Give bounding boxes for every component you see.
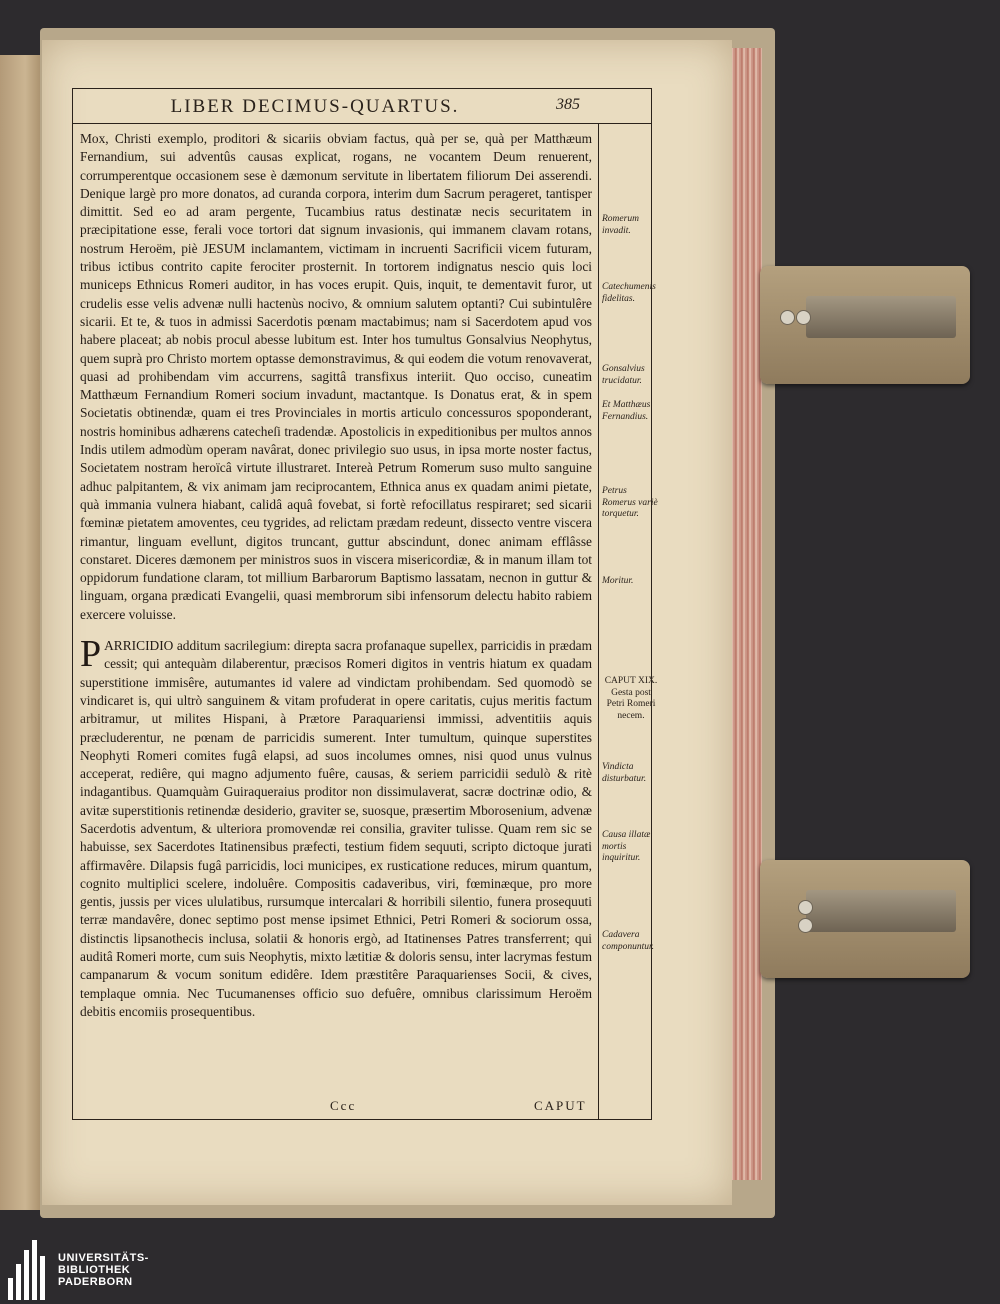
margin-note: Catechumenis fidelitas. <box>602 282 656 304</box>
upper-clasp <box>760 266 970 384</box>
margin-note: Et Matthæus Fernandius. <box>602 400 651 422</box>
library-logo-icon <box>8 1240 52 1300</box>
margin-rule <box>598 124 599 1119</box>
body-text <box>80 130 592 1021</box>
logo-line: PADERBORN <box>58 1276 133 1288</box>
margin-note: Moritur. <box>602 576 634 586</box>
margin-note: Causa illatæ mortis inquiritur. <box>602 830 651 863</box>
margin-note: Romerum invadit. <box>602 214 639 236</box>
page-number: 385 <box>556 96 580 113</box>
left-page-edge <box>0 55 42 1210</box>
clasp-rivet <box>780 310 795 325</box>
chapter-heading-note: CAPUT XIX. Gesta post Petri Romeri necem. <box>604 676 658 721</box>
margin-note: Petrus Romerus variè torquetur. <box>602 486 658 519</box>
paragraph-2-text: ARRICIDIO additum sacrilegium: direpta sacra profanaque supellex, parricidis in prædam cessit; qui antequàm dilaberentur, præcisos Romeri digitos in ventris hiatum ex quadam superstitione immisêre, autumantes id valere ad vindictam prohibendam. Sed quomodò se vindicaret is, qui ultrò sanguinem & vitam profuderat in opere caritatis, cujus meritis factum arbitramur, ut milites Hispani, à Prætore Paraquariensi immissi, adventitiis aquis præcluderentur, ne pœnam de parricidis sumerent. Inter tumultum, quinque superstites Neophyti Romeri comites fugâ elapsi, ad suos incolumes omnes, nisi quod unus vulnus acceperat, rediêre, qui magno adjumento fuêre, causas, & seriem parricidii sedulò & ritè indagantibus. Quamquàm Guiraqueraius proditor non dissimulaverat, sacræ doctrinæ odio, & avitæ superstitionis retinendæ desiderio, graviter se, suosque, præsertim Mborosenium, advenæ Sacerdotis adventum, & ulteriora promovendæ rei consilia, graviter tulisse. Quam rem sic se habuisse, sex Sacerdotes Itatinensibus præfecti, testium fidem sequuti, scripto dictoque jurati affirmavêre. Dilapsis fugâ parricidis, loci municipes, ex rusticatione reduces, mirum quantum, cognito multiplici scelere, indoluêre. Compositis cadaveribus, viri, fœminæque, pro more gentis, jussis per vices ululatibus, rursumque intercalari & horribili silentio, funera prosequuti terræ mandavêre, donec septimo post mense ipsimet Ethnici, Petri Romeri & sociorum ossa, distinctis lipsanothecis inclusa, solatii & honoris ergò, ad Itatinenses Patres transferrent; qui auditâ Romeri morte, cum suis Neophytis, mixto lætitiæ & doloris sensu, inter lacrymas festum campanarum & vocum sonitum edidêre. Idem præstitêre Paraquarienses Socii, & cives, templaque omnia. Nec Tucumanenses officio suo defuêre, omnibus clarissimum Heroëm debitis encomiis prosequentibus. <box>80 638 592 1019</box>
library-logo-text <box>58 1252 149 1288</box>
drop-capital: P <box>80 633 102 676</box>
logo-line: UNIVERSITÄTS- <box>58 1252 149 1264</box>
clasp-rivet <box>798 900 813 915</box>
logo-line: BIBLIOTHEK <box>58 1264 131 1276</box>
clasp-plate <box>806 296 956 338</box>
clasp-plate <box>806 890 956 932</box>
clasp-rivet <box>798 918 813 933</box>
running-title: LIBER DECIMUS-QUARTUS. <box>170 96 460 117</box>
clasp-rivet <box>796 310 811 325</box>
margin-note: Cadavera componuntur. <box>602 930 654 952</box>
margin-note: Vindicta disturbatur. <box>602 762 647 784</box>
catchword: CAPUT <box>534 1098 587 1113</box>
library-logo <box>8 1240 149 1300</box>
margin-note: Gonsalvius trucidatur. <box>602 364 645 386</box>
header-rule <box>73 123 651 124</box>
paragraph-1: Mox, Christi exemplo, proditori & sicariis obviam factus, quà per se, quà per Matthæum Fernandium, sui adventûs causas explicat, rogans, ne vocantem Deum renuerent, corrumperentque occasionem sese è dæmonum servitute in libertatem filiorum Dei asserendi. Denique largè pro more donatos, ad curanda corpora, interim dum Sacrum perageret, tantisper dimittit. Sed eo ad aram pergente, Tucambius ratus destinatæ necis securitatem in præcipitatione esse, ferali voce tortori dat signum invasionis, qui immanem clavam rotans, nostrum Heroëm, piè JESUM inclamantem, victimam in incruenti Sacrificii vicem futuram, tribus ictibus contrito capite ferociter prosternit. In tortorem indignatus nescio quis loci municeps Ethnicus Romeri auditor, in has voces erupit. Quis, inquit, te dementavit furor, ut crudelis esse velis advenæ nulli hactenùs nocivo, & omnium salutem optanti? Cui subintulêre sicarii. Et te, & tuos in admissi Sacerdotis pœnam mactabimus; nam si Sacerdotem apud vos habere placeat; ab nobis procul abesse lubitum est. Inter hos tumultus Gonsalvius Neophytus, quem suprà pro Christo mortem optasse demonstravimus, & qui eodem die votum renovaverat, quasi ad prohibendam vim accurrens, sagittâ transfixus interiit. Quo occiso, cuneatim Matthæum Fernandium Romeri socium invadunt, mactantque. Is Donatus erat, & in spem Societatis obtinendæ, quam ei tres Provinciales in mortis articulo concessuros spoponderant, nostris hominibus adhærens catecheſi tradendæ. Apostolicis in expeditionibus per multos annos Indis utilem admodùm operam navârat, donec privilegio suo usus, in ipsa morte noster factus, Societatem nostram heroïcâ virtute illustraret. Intereà Petrum Romerum suso multo sanguine adhuc palpitantem, & vix animam jam reciprocantem, Ethnica anus ex quadam animi pietate, quà immania vulnera hiabant, calidâ aquâ fovebat, si fortè refocillatus respiraret; sed sicarii fœminæ pietatem amoventes, ceu tygrides, ad relictam prædam redeunt, dissecto ventre viscera rimantur, linguam evellunt, digitos truncant, guttur abscindunt, donec animam efflâsse constaret. Diceres dæmonem per ministros suos in viscera misericordiæ, & in manum illam tot oppidorum fundatione claram, tot millium Barbarorum Baptismo lassatam, necnon in guttur & linguam, organa prædicati Evangelii, quasi membrorum sibi infensorum delectu habito rabiem exercere voluisse. <box>80 131 592 622</box>
paragraph-2 <box>80 633 592 1021</box>
lower-clasp <box>760 860 970 978</box>
signature-mark: Ccc <box>330 1098 357 1113</box>
